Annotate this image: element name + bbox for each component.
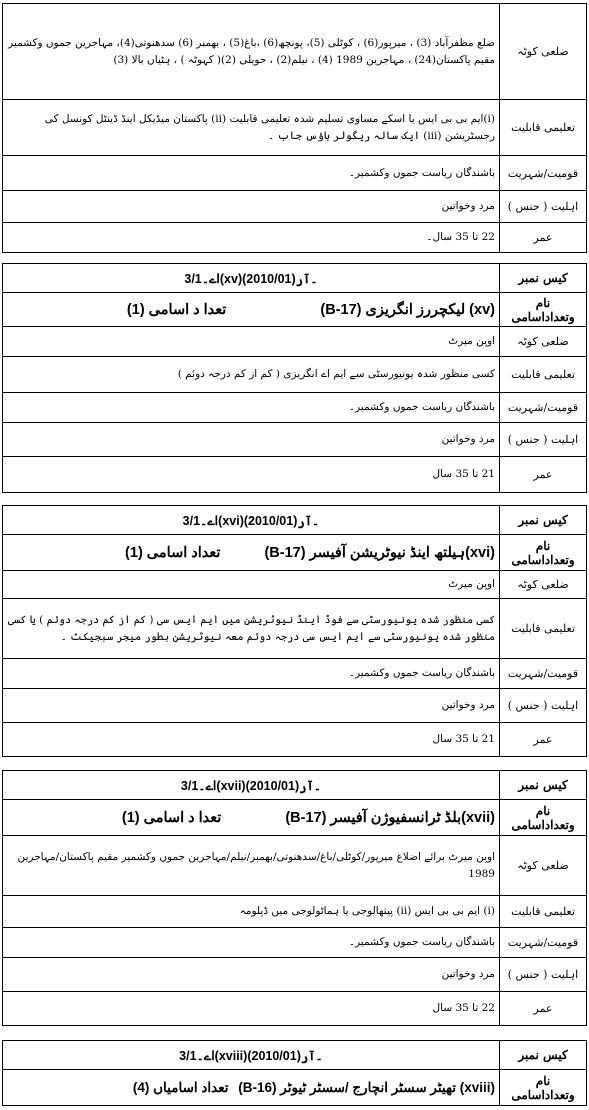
- domicile-row: [3, 928, 587, 958]
- gender-row: [3, 423, 587, 457]
- district-quota-row: [3, 571, 587, 599]
- post-count: تعداد اسامی (1): [125, 544, 221, 561]
- case-number-label: کیس نمبر: [500, 264, 587, 293]
- post-details-table-continued: [2, 3, 587, 253]
- district-quota-row: [3, 836, 587, 896]
- case-number-label: کیس نمبر: [500, 506, 587, 535]
- case-number-row: [3, 771, 587, 800]
- case-number-row: [3, 506, 587, 535]
- age-value: 21 تا 35 سال: [3, 723, 500, 757]
- district-quota-label: ضلعی کوٹہ: [500, 571, 587, 599]
- age-value: 22 تا 35 سال۔: [3, 223, 500, 253]
- qualification-value: کسی منظور شدہ یونیورسٹی سے ایم اے انگریزی ( کم از کم درجہ دوئم ): [3, 357, 500, 393]
- qualification-label: تعلیمی قابلیت: [500, 599, 587, 659]
- gender-value: مرد وخواتین: [3, 423, 500, 457]
- case-number-value: اے۔3/1(xv)۔آر(2010/01): [184, 271, 318, 286]
- district-quota-value: ضلع مظفرآباد (3) ، میرپور(6) ، کوٹلی (5)، پونچھ(6) ،باغ(5) ، بھمبر (6) سدھنوتی(4)، مہاجرین جموں وکشمیر مقیم پاکستان(24) ، مہاجرین 1989 (4) ، نیلم(2) ، حویلی (2)( کہوٹہ ) ، ہٹیاں بالا (3): [3, 4, 500, 100]
- age-row: [3, 992, 587, 1026]
- age-label: عمر: [500, 723, 587, 757]
- domicile-label: قومیت/شہریت: [500, 393, 587, 423]
- gender-row: [3, 191, 587, 223]
- post-count: تعداد اسامیاں (4): [132, 1079, 229, 1095]
- gender-value: مرد وخواتین: [3, 191, 500, 223]
- age-label: عمر: [500, 992, 587, 1026]
- case-number-value: اے۔3/1(xvii)۔آر(2010/01): [180, 778, 322, 793]
- district-quota-value: اوپن میرٹ برائے اضلاع میرپور/کوٹلی/باغ/سدھنوتی/بھمبر/نیلم/مہاجرین جموں وکشمیر مقیم پاکستان/مہاجرین 1989: [3, 836, 500, 896]
- age-row: [3, 223, 587, 253]
- district-quota-label: ضلعی کوٹہ: [500, 836, 587, 896]
- district-quota-row: [3, 327, 587, 357]
- post-title-row: [3, 1070, 587, 1106]
- age-row: [3, 723, 587, 757]
- post-title: (xviii) تھیٹر سسٹر انچارج /سسٹر ٹیوٹر (B-16): [238, 1079, 495, 1095]
- qualification-value: (i)ایم بی بی ایس یا اسکے مساوی تسلیم شدہ تعلیمی قابلیت (ii) پاکستان میڈیکل اینڈ ڈینٹل کونسل کی رجسٹریشن (iii) ایک سالہ ریگولر ہاؤس جاب ۔: [3, 100, 500, 156]
- qualification-row: [3, 599, 587, 659]
- gender-value: مرد وخواتین: [3, 689, 500, 723]
- age-value: 22 تا 35 سال: [3, 992, 500, 1026]
- domicile-row: [3, 659, 587, 689]
- gender-label: اہلیت ( جنس ): [500, 423, 587, 457]
- domicile-value: باشندگان ریاست جموں وکشمیر۔: [3, 659, 500, 689]
- post-title-row: [3, 293, 587, 327]
- post-table-lecturer-english: [2, 263, 587, 493]
- qualification-label: تعلیمی قابلیت: [500, 896, 587, 928]
- domicile-row: [3, 156, 587, 191]
- qualification-value: (i) ایم بی بی ایس (ii) پیتھالوجی یا ہماٹولوجی میں ڈپلومہ: [3, 896, 500, 928]
- qualification-label: تعلیمی قابلیت: [500, 100, 587, 156]
- qualification-row: [3, 896, 587, 928]
- qualification-row: [3, 357, 587, 393]
- age-label: عمر: [500, 457, 587, 493]
- qualification-label: تعلیمی قابلیت: [500, 357, 587, 393]
- domicile-value: باشندگان ریاست جموں وکشمیر۔: [3, 393, 500, 423]
- age-row: [3, 457, 587, 493]
- district-quota-label: ضلعی کوٹہ: [500, 327, 587, 357]
- domicile-row: [3, 393, 587, 423]
- domicile-value: باشندگان ریاست جموں وکشمیر۔: [3, 156, 500, 191]
- post-title: (xvii)بلڈ ٹرانسفیوژن آفیسر (B-17): [285, 809, 495, 826]
- case-number-row: [3, 264, 587, 293]
- case-number-value: اے۔3/1(xviii)۔آر(2010/01): [179, 1048, 323, 1063]
- case-number-label: کیس نمبر: [500, 1041, 587, 1070]
- post-title-label: نام وتعداداسامی: [500, 535, 587, 571]
- gender-row: [3, 689, 587, 723]
- post-title-row: [3, 800, 587, 836]
- case-number-label: کیس نمبر: [500, 771, 587, 800]
- gender-row: [3, 958, 587, 992]
- post-title: (xv) لیکچررز انگریزی (B-17): [320, 301, 495, 318]
- district-quota-row: [3, 4, 587, 100]
- age-label: عمر: [500, 223, 587, 253]
- district-quota-value: اوپن میرٹ: [3, 571, 500, 599]
- domicile-value: باشندگان ریاست جموں وکشمیر۔: [3, 928, 500, 958]
- domicile-label: قومیت/شہریت: [500, 928, 587, 958]
- district-quota-value: اوپن میرٹ: [3, 327, 500, 357]
- post-table-theatre-sister-incharge: [2, 1040, 587, 1106]
- post-title-label: نام وتعداداسامی: [500, 1070, 587, 1106]
- gender-value: مرد وخواتین: [3, 958, 500, 992]
- post-count: تعدا د اسامی (1): [126, 301, 227, 318]
- post-title-row: [3, 535, 587, 571]
- post-title-label: نام وتعداداسامی: [500, 293, 587, 327]
- post-count: تعدا د اسامی (1): [121, 809, 222, 826]
- age-value: 21 تا 35 سال: [3, 457, 500, 493]
- gender-label: اہلیت ( جنس ): [500, 191, 587, 223]
- district-quota-label: ضلعی کوٹہ: [500, 4, 587, 100]
- gender-label: اہلیت ( جنس ): [500, 689, 587, 723]
- case-number-value: اے۔3/1(xvi)۔آر(2010/01): [182, 513, 320, 528]
- post-title-label: نام وتعداداسامی: [500, 800, 587, 836]
- post-table-health-nutrition-officer: [2, 505, 587, 757]
- case-number-row: [3, 1041, 587, 1070]
- post-title: (xvi)ہیلتھ اینڈ نیوٹریشن آفیسر (B-17): [264, 544, 495, 561]
- post-table-blood-transfusion-officer: [2, 770, 587, 1026]
- qualification-row: [3, 100, 587, 156]
- domicile-label: قومیت/شہریت: [500, 156, 587, 191]
- domicile-label: قومیت/شہریت: [500, 659, 587, 689]
- gender-label: اہلیت ( جنس ): [500, 958, 587, 992]
- qualification-value: کسی منظور شدہ یونیورسٹی سے فوڈ اینڈ نیوٹریشن میں ایم ایس سی ( کم از کم درجہ دوئم ) یا کسی منظور شدہ یونیورسٹی سے ایم ایس سی درجہ دوئم معہ نیوٹریشن بطور میجر سبجیکٹ ۔: [3, 599, 500, 659]
